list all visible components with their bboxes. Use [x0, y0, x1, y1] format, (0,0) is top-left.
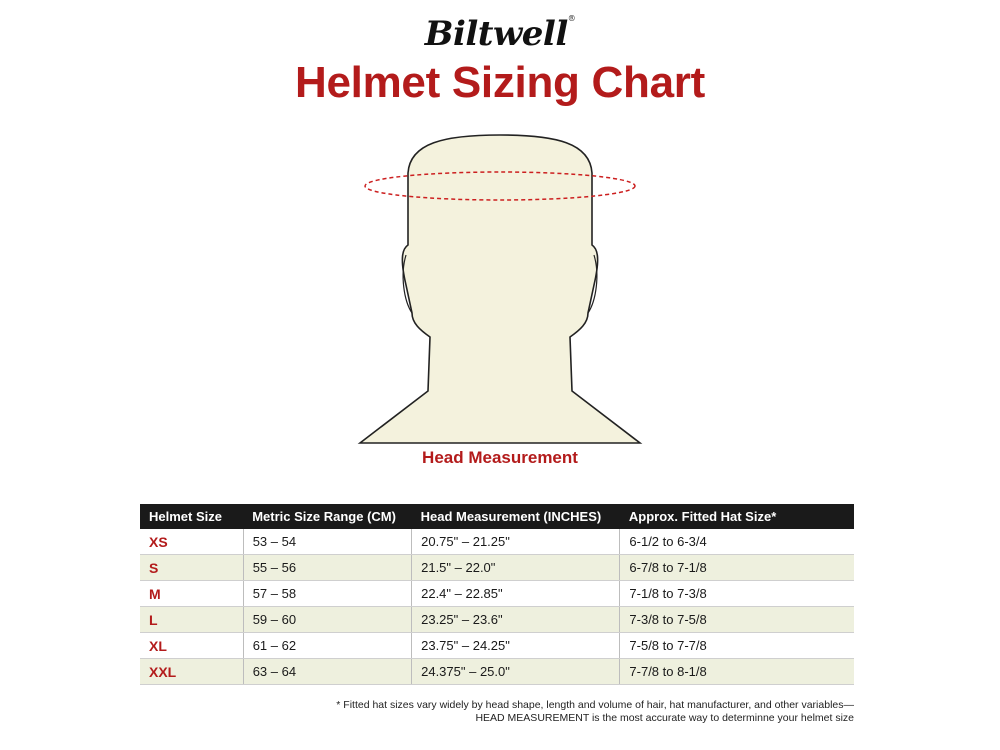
table-row: [140, 633, 854, 659]
brand-logo: [0, 14, 1000, 54]
column-header: Metric Size Range (CM): [243, 504, 411, 529]
table-row: [140, 555, 854, 581]
column-header: Head Measurement (INCHES): [412, 504, 620, 529]
hat-size-cell: 7-5/8 to 7-7/8: [620, 633, 854, 659]
head-inches-cell: 23.25" – 23.6": [412, 607, 620, 633]
metric-range-cell: 61 – 62: [243, 633, 411, 659]
hat-size-cell: 7-3/8 to 7-5/8: [620, 607, 854, 633]
page-title: Helmet Sizing Chart: [295, 58, 705, 107]
helmet-size-cell: M: [140, 581, 243, 607]
hat-size-cell: 7-1/8 to 7-3/8: [620, 581, 854, 607]
footnote-line: HEAD MEASUREMENT is the most accurate way to determinne your helmet size: [475, 712, 854, 724]
metric-range-cell: 59 – 60: [243, 607, 411, 633]
metric-range-cell: 53 – 54: [243, 529, 411, 555]
head-silhouette-illustration: [340, 125, 660, 450]
head-inches-cell: 20.75" – 21.25": [412, 529, 620, 555]
column-header: Helmet Size: [140, 504, 243, 529]
metric-range-cell: 57 – 58: [243, 581, 411, 607]
table-row: [140, 607, 854, 633]
registered-mark: ®: [567, 14, 576, 23]
helmet-size-cell: L: [140, 607, 243, 633]
head-inches-cell: 23.75" – 24.25": [412, 633, 620, 659]
head-inches-cell: 22.4" – 22.85": [412, 581, 620, 607]
helmet-size-cell: XXL: [140, 659, 243, 685]
head-inches-cell: 21.5" – 22.0": [412, 555, 620, 581]
footnote-line: * Fitted hat sizes vary widely by head shape, length and volume of hair, hat manufacturer, and other variables—: [336, 699, 854, 711]
table-row: [140, 659, 854, 685]
metric-range-cell: 63 – 64: [243, 659, 411, 685]
helmet-size-cell: XL: [140, 633, 243, 659]
metric-range-cell: 55 – 56: [243, 555, 411, 581]
hat-size-cell: 7-7/8 to 8-1/8: [620, 659, 854, 685]
column-header: Approx. Fitted Hat Size*: [620, 504, 854, 529]
hat-size-cell: 6-7/8 to 7-1/8: [620, 555, 854, 581]
hat-size-cell: 6-1/2 to 6-3/4: [620, 529, 854, 555]
footnote: [336, 699, 854, 725]
figure-caption: Head Measurement: [422, 448, 578, 467]
table-row: [140, 581, 854, 607]
sizing-table: [140, 504, 854, 685]
head-shape: [360, 135, 640, 443]
helmet-size-cell: XS: [140, 529, 243, 555]
brand-name: Biltwell: [424, 14, 568, 54]
helmet-size-cell: S: [140, 555, 243, 581]
table-header-row: [140, 504, 854, 529]
table-row: [140, 529, 854, 555]
head-inches-cell: 24.375" – 25.0": [412, 659, 620, 685]
